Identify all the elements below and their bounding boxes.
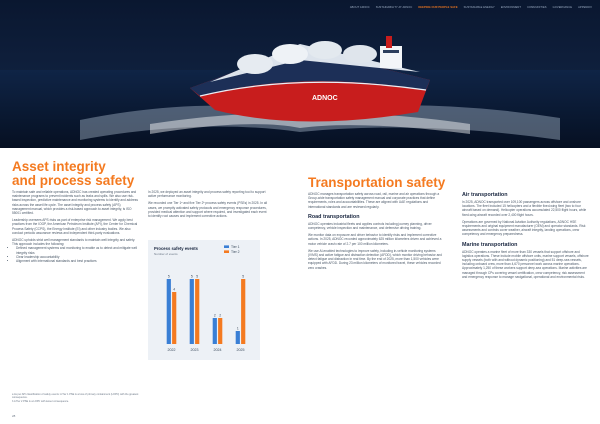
nav-item-appendix[interactable]: APPENDIX <box>578 6 592 9</box>
transportation-column-1 <box>308 192 444 270</box>
bar-tier-1-2023 <box>190 279 194 344</box>
process-safety-events-chart <box>148 240 260 360</box>
air-paragraph-1: In 2025, ADNOC transported over 109,100 passengers across offshore and onshore locations. The fleet included 15 helicopters and a flexible fixed-wing fleet (two to four aircraft based on demand). Helicopter operations accumulated 22,500 flight hours, while fixed-wing aircraft recorded over 2,400 flight hours. <box>462 200 587 217</box>
marine-transportation-heading: Marine transportation <box>462 241 518 248</box>
nav-item-sustainability[interactable]: SUSTAINABILITY AT ADNOC <box>375 6 413 9</box>
air-paragraph-2: Operations are governed by National Aviation Authority regulations, ADNOC HSE requirements and original equipment manufacturer (OEM) and operator standards. Risk assessments and controls cover weather, aircraft integrity, landing operations, crew competency and emergency preparedness. <box>462 219 586 237</box>
nav-item-communities[interactable]: COMMUNITIES <box>527 6 547 9</box>
road-transportation-heading: Road transportation <box>308 213 360 220</box>
asset-integrity-heading-block <box>12 160 152 188</box>
legend-swatch-tier-1 <box>224 245 229 248</box>
bar-tier-2-2024 <box>218 318 222 344</box>
list-item: • Clear leadership accountability <box>16 255 140 259</box>
nav-item-sustainable-energy[interactable]: SUSTAINABLE ENERGY <box>463 6 495 9</box>
pse-paragraph: We recorded one Tier 1ᵃ and five Tier 2ᵇ process safety events (PSEs) in 2025. In all cases, we promptly activated safety protocols and emergency response procedures, provided medical attention and support where required, and investigated each event to identify root causes and implement corrective actions. <box>148 201 268 219</box>
air-transportation-heading: Air transportation <box>462 192 508 198</box>
transportation-safety-title: Transportation safety <box>308 175 446 190</box>
asset-integrity-column-1 <box>12 190 140 263</box>
svg-text:ADNOC: ADNOC <box>312 95 338 102</box>
asset-integrity-title-line2: and process safety <box>12 173 135 188</box>
legend-label-tier-2: Tier 2 <box>231 250 240 254</box>
bar-tier-1-2025 <box>236 331 240 344</box>
asset-integrity-paragraph-1: To maintain safe and reliable operations, ADNOC has created operating procedures and maintenance programs to prevent incidents such as leaks and spills. We also use risk-based inspection, predictive maintenance and monitoring systems to identify and address risks across the asset life cycle. The asset integrity and process safety (APS) management manual, which provides a risk-based approach to asset integrity, is ISO 55001 certified. <box>12 190 138 216</box>
x-tick-label-2023: 2023 <box>190 348 199 352</box>
transportation-column-2 <box>462 192 590 279</box>
road-paragraph-2: We monitor data on exposure and driver behavior to identify risks and implement corrective actions. In 2025, ADNOC recorded approximately 625 million kilometers driven and achieved a motor vehicle crash rate of 2.7 per 100 million kilometers. <box>308 233 442 246</box>
bar-tier-2-2025 <box>241 279 245 344</box>
asset-integrity-column-2 <box>148 190 270 218</box>
data-label-tier-1-2023: 5 <box>190 274 193 279</box>
list-item: • Alignment with international standards and best practices <box>16 259 140 263</box>
nav-item-environment[interactable]: ENVIRONMENT <box>500 6 522 9</box>
data-label-tier-2-2025: 5 <box>242 274 245 279</box>
data-label-tier-1-2024: 2 <box>213 313 216 318</box>
chart-x-labels <box>168 348 245 352</box>
marine-paragraph-1: ADNOC operates a marine fleet of more than 330 vessels that support offshore and logistics operations. These include mobile offshore units, marine support vessels, offshore supply vessels (both with and without dynamic positioning) and 51 deep-sea vessels, including onboard crew, more than 4,670 personnel work across marine operations. Approximately 1,250 of these workers support deep-sea operations. Marine activities are managed through CPs covering vessel certification, crew competency, risk assessment and emergency response to manage navigational, operational and environmental risks. <box>462 249 589 279</box>
data-label-tier-2-2024: 2 <box>219 313 222 318</box>
asset-integrity-paragraph-2: Leadership oversees APS risks as part of enterprise risk management. We apply best practices from the IOGP, the American Petroleum Institute (API), the Center for Chemical Process Safety (CCPS), the Energy Institute (EI) and other industry bodies. We also conduct periodic assurance reviews and independent third-party evaluations. <box>12 218 138 235</box>
x-tick-label-2024: 2024 <box>213 348 222 352</box>
asset-integrity-paragraph-3: ADNOC upholds strict well management standards to maintain well integrity and safety. This approach includes the following: <box>12 238 136 247</box>
list-item: • Defined management systems and monitoring to enable us to detect and mitigate well integrity risks <box>16 246 140 254</box>
footnote-b: b A Tier 2 PSE is a LOPC with lesser consequence. <box>12 399 69 403</box>
x-tick-label-2022: 2022 <box>167 348 176 352</box>
nav-item-about[interactable]: ABOUT ADNOC <box>349 6 370 9</box>
legend-swatch-tier-2 <box>224 250 229 253</box>
road-paragraph-3: We use AI-enabled technologies to improve safety, including in-vehicle monitoring systems (IVMS) and active fatigue and distraction detection (AFDD), which monitor driving behavior and detect fatigue and distraction in real time. By the end of 2025, more than 1,500 vehicles were equipped with AFDD. During 23 million kilometers of monitored travel, these vehicles recorded zero crashes. <box>308 248 442 270</box>
asset-integrity-title-line1: Asset integrity <box>12 159 106 174</box>
page-number: 28 <box>12 414 16 418</box>
legend-label-tier-1: Tier 1 <box>231 245 240 249</box>
well-management-list <box>12 246 140 263</box>
top-section-nav <box>350 6 592 9</box>
lng-tanker-ship-image <box>0 0 600 148</box>
nav-item-governance[interactable]: GOVERNANCE <box>552 6 573 9</box>
data-label-tier-1-2025: 1 <box>236 326 239 331</box>
x-tick-label-2025: 2025 <box>236 348 245 352</box>
chart-legend <box>224 245 240 254</box>
footnotes <box>12 393 142 403</box>
chart-bars <box>167 274 246 344</box>
data-label-tier-2-2023: 5 <box>196 274 199 279</box>
bar-tier-1-2024 <box>213 318 217 344</box>
data-label-tier-1-2022: 5 <box>167 274 170 279</box>
hero-photo <box>0 0 600 148</box>
footnote-a: a As per API classification of safety events: A Tier 1 PSE is a loss of primary containment (LOPC) with the greatest consequence. <box>12 393 139 400</box>
data-label-tier-2-2022: 4 <box>173 287 176 292</box>
nav-item-keeping-people-safe[interactable]: KEEPING OUR PEOPLE SAFE <box>418 6 458 9</box>
road-paragraph-1: ADNOC operates industrial fleets and applies controls including journey planning, driver competency, vehicle inspection and maintenance, and defensive driving training. <box>308 221 432 231</box>
bar-tier-2-2023 <box>195 279 199 344</box>
chart-title: Process safety events <box>154 246 198 251</box>
transportation-intro-paragraph: ADNOC manages transportation safety across road, rail, marine and air operations through a Group-wide transportation safety management manual and corporate practices that define requirements, roles and accountabilities. These are aligned with UAE regulations and international standards and are reviewed regularly. <box>308 192 440 209</box>
bar-tier-2-2022 <box>172 292 176 344</box>
bar-tier-1-2022 <box>167 279 171 344</box>
reporting-tool-paragraph: In 2025, we deployed an asset integrity and process safety reporting tool to support active performance monitoring. <box>148 190 266 199</box>
chart-subtitle: Number of events <box>154 252 178 256</box>
transportation-heading-block <box>308 176 488 190</box>
process-safety-chart-panel <box>148 240 260 360</box>
